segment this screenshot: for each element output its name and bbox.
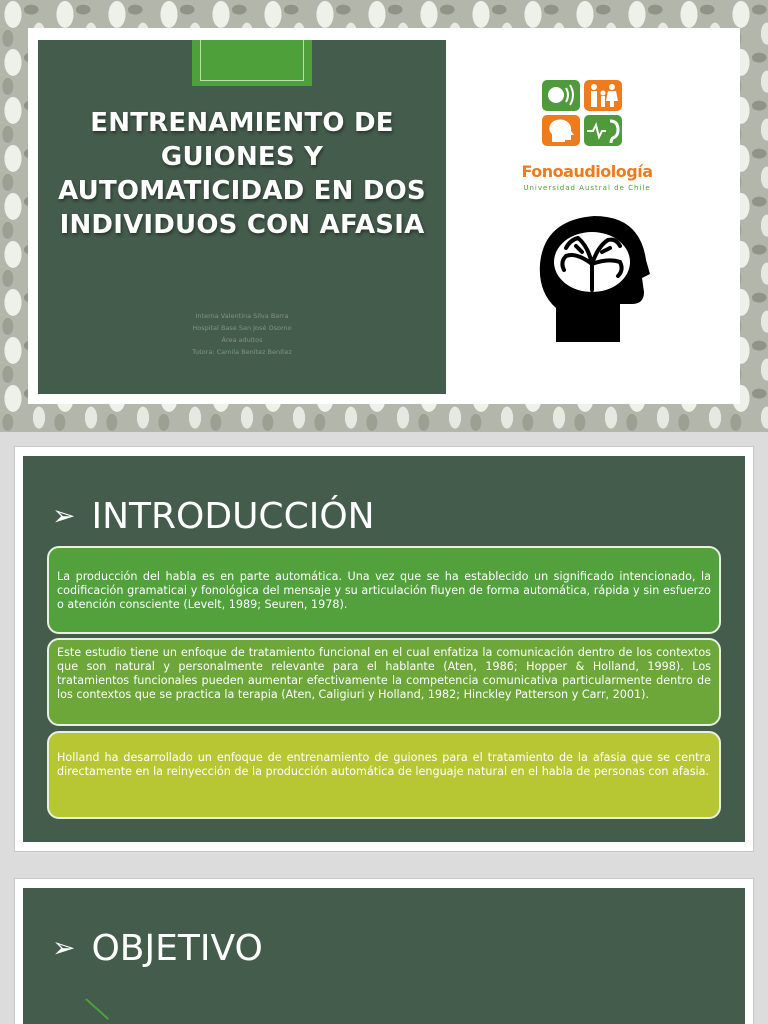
introduction-heading xyxy=(52,496,375,537)
author-info xyxy=(48,310,436,358)
presentation-title: ENTRENAMIENTO DE GUIONES Y AUTOMATICIDAD EN DOS INDIVIDUOS CON AFASIA xyxy=(58,108,426,240)
head-with-brain-icon xyxy=(536,212,652,342)
logo-subtitle: Universidad Austral de Chile xyxy=(523,184,651,192)
fonoaudiologia-logo xyxy=(542,80,622,146)
family-icon xyxy=(584,80,622,111)
arrow-bullet-icon: ➢ xyxy=(52,499,76,532)
logo-name: Fonoaudiología xyxy=(521,162,653,181)
author-line: Interna Valentina Silva Barra xyxy=(195,312,289,320)
title-panel xyxy=(38,40,446,394)
introduction-heading-text: INTRODUCCIÓN xyxy=(91,496,375,537)
green-accent-tab-border xyxy=(200,40,304,81)
ear-hearing-icon xyxy=(584,115,622,146)
intro-paragraph-1: La producción del habla es en parte automática. Una vez que se ha establecido un significado intencionado, la codificación gramatical y fonológica del mensaje y su articulación fluyen de forma automática, rápida y sin esfuerzo o atención consciente (Levelt, 1989; Seuren, 1978). xyxy=(47,546,721,634)
head-profile-icon xyxy=(542,115,580,146)
speech-icon xyxy=(542,80,580,111)
objective-heading xyxy=(52,928,263,969)
arrow-bullet-icon: ➢ xyxy=(52,931,76,964)
hospital-line: Hospital Base San José Osorno xyxy=(192,324,292,332)
intro-paragraph-2: Este estudio tiene un enfoque de tratamiento funcional en el cual enfatiza la comunicación dentro de los contextos que son natural y personalmente relevante para el hablante (Aten, 1986; Hopper & Holland, 1998). Los tratamientos funcionales pueden aumentar efectivamente la competencia comunicativa particularmente dentro de los contextos que se practica la terapia (Aten, Caligiuri y Holland, 1982; Hinckley Patterson y Carr, 2001). xyxy=(47,638,721,726)
area-line: Área adultos xyxy=(221,336,263,344)
green-accent-tab xyxy=(192,40,312,86)
slide-1 xyxy=(28,28,740,404)
tutor-line: Tutora: Camila Benítez Benítez xyxy=(192,348,292,356)
objective-heading-text: OBJETIVO xyxy=(91,928,263,969)
intro-paragraph-3: Holland ha desarrollado un enfoque de entrenamiento de guiones para el tratamiento de la afasia que se centra directamente en la reinyección de la producción automática de lenguaje natural en el habla de personas con afasia. xyxy=(47,731,721,819)
